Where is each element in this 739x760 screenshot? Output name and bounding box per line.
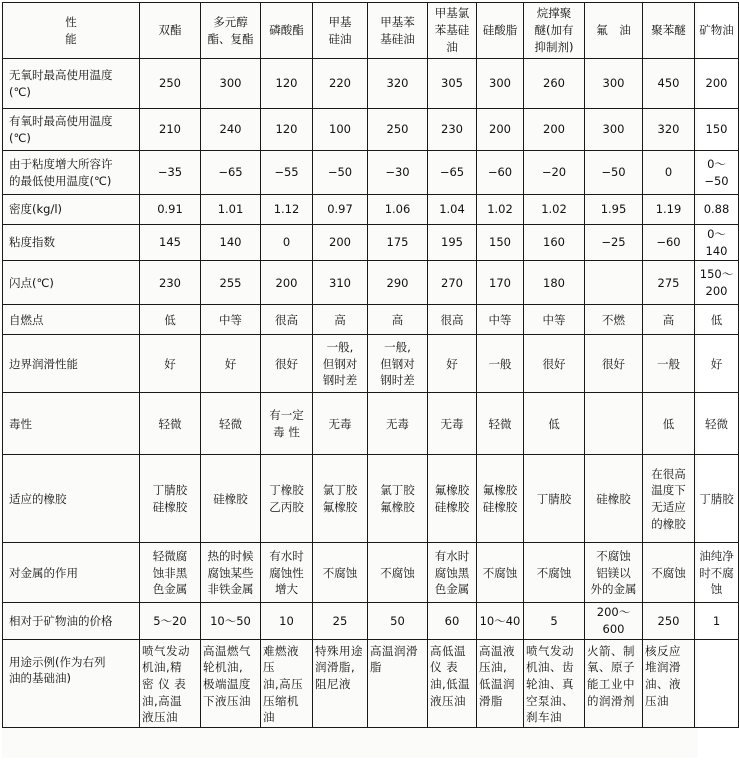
row-label: 边界润滑性能	[3, 335, 140, 393]
table-cell: 5	[524, 603, 585, 639]
row-label: 毒性	[3, 393, 140, 455]
table-cell: 175	[368, 225, 428, 261]
table-row-metal-effect	[3, 543, 739, 603]
table-cell: 不腐蚀	[524, 543, 585, 603]
row-label: 由于粘度增大所容许 的最低使用温度(℃)	[3, 151, 140, 195]
table-cell: 不腐蚀	[643, 543, 695, 603]
table-cell: −20	[524, 151, 585, 195]
table-cell: −60	[477, 151, 524, 195]
table-cell: 240	[201, 109, 261, 151]
lubricant-properties-table	[2, 2, 739, 728]
table-cell: 氯丁胶 氟橡胶	[313, 455, 368, 543]
header-silicate-ester: 硅酸脂	[477, 3, 524, 59]
table-row-density	[3, 195, 739, 225]
table-cell: 轻微	[695, 393, 739, 455]
table-cell	[695, 639, 739, 727]
header-fluoro-oil: 氟 油	[585, 3, 643, 59]
table-body	[3, 59, 739, 728]
table-cell: 特殊用途 润滑脂, 阻尼液	[313, 639, 368, 727]
table-cell: 290	[368, 261, 428, 305]
table-cell: 210	[140, 109, 201, 151]
table-cell: 10～40	[477, 603, 524, 639]
table-cell: 有水时 腐蚀性 增大	[261, 543, 313, 603]
table-cell: 255	[201, 261, 261, 305]
table-cell: 140	[201, 225, 261, 261]
header-phosphate-ester: 磷酸酯	[261, 3, 313, 59]
table-cell: 270	[428, 261, 477, 305]
table-cell: 氟橡胶 硅橡胶	[428, 455, 477, 543]
table-cell: 无毒	[313, 393, 368, 455]
table-cell: 300	[477, 59, 524, 109]
table-cell: 好	[695, 335, 739, 393]
header-property: 性 能	[3, 3, 140, 59]
row-label: 粘度指数	[3, 225, 140, 261]
table-cell: 50	[368, 603, 428, 639]
table-cell: 0	[643, 151, 695, 195]
table-cell: 100	[313, 109, 368, 151]
row-label: 闪点(℃)	[3, 261, 140, 305]
table-row-flash-point	[3, 261, 739, 305]
table-cell: 低	[695, 305, 739, 335]
table-cell: 200	[524, 109, 585, 151]
table-row-boundary-lubrication	[3, 335, 739, 393]
table-cell: 1.19	[643, 195, 695, 225]
table-cell: 0.97	[313, 195, 368, 225]
table-cell: 中等	[524, 305, 585, 335]
table-cell	[585, 393, 643, 455]
table-cell: 轻微	[477, 393, 524, 455]
table-cell: 有一定 毒 性	[261, 393, 313, 455]
table-cell: 230	[140, 261, 201, 305]
table-cell: 无毒	[368, 393, 428, 455]
table-cell: 很高	[428, 305, 477, 335]
table-cell: 0.88	[695, 195, 739, 225]
header-methyl-phenyl-silicone: 甲基苯 基硅油	[368, 3, 428, 59]
table-cell: 305	[428, 59, 477, 109]
table-cell: 120	[261, 59, 313, 109]
table-cell: 高温润滑 脂	[368, 639, 428, 727]
table-row-min-temp	[3, 151, 739, 195]
table-cell: 很好	[261, 335, 313, 393]
table-cell: −30	[368, 151, 428, 195]
table-cell: 170	[477, 261, 524, 305]
table-cell: 0.91	[140, 195, 201, 225]
table-cell: 低	[643, 393, 695, 455]
table-row-usage-examples	[3, 639, 739, 727]
table-page	[2, 2, 734, 758]
table-cell: 一般	[477, 335, 524, 393]
table-cell: 硅橡胶	[201, 455, 261, 543]
table-cell: 中等	[201, 305, 261, 335]
table-cell: −25	[585, 225, 643, 261]
row-label: 有氧时最高使用温度 (℃)	[3, 109, 140, 151]
table-cell: 核反应 堆润滑 油、液 压油	[643, 639, 695, 727]
table-cell: 不腐蚀 铝镁以 外的金属	[585, 543, 643, 603]
table-cell: 中等	[477, 305, 524, 335]
table-cell: 不腐蚀	[313, 543, 368, 603]
table-cell: 1.02	[524, 195, 585, 225]
table-cell: −50	[585, 151, 643, 195]
table-cell: 310	[313, 261, 368, 305]
table-cell: 150	[477, 225, 524, 261]
header-polyalkylene-ether: 烷撑聚 醚(加有 抑制剂)	[524, 3, 585, 59]
table-cell: 0	[261, 225, 313, 261]
row-label: 相对于矿物油的价格	[3, 603, 140, 639]
table-cell: 一般	[643, 335, 695, 393]
table-row-autoignition	[3, 305, 739, 335]
table-row-viscosity-index	[3, 225, 739, 261]
table-cell: 160	[524, 225, 585, 261]
table-cell: −60	[643, 225, 695, 261]
header-methyl-silicone: 甲基 硅油	[313, 3, 368, 59]
table-cell: 150～ 200	[695, 261, 739, 305]
table-cell: 丁腈胶	[695, 455, 739, 543]
table-cell: 很高	[261, 305, 313, 335]
table-cell: 氯丁胶 氟橡胶	[368, 455, 428, 543]
table-cell: 轻微	[201, 393, 261, 455]
table-cell: 热的时候 腐蚀某些 非铁金属	[201, 543, 261, 603]
header-diester: 双酯	[140, 3, 201, 59]
row-label: 密度(kg/l)	[3, 195, 140, 225]
table-cell: 火箭、制 氧、原子 能工业中 的润滑剂	[585, 639, 643, 727]
table-cell: 60	[428, 603, 477, 639]
table-cell: 260	[524, 59, 585, 109]
table-cell: 250	[643, 603, 695, 639]
table-cell: 硅橡胶	[585, 455, 643, 543]
table-cell: 195	[428, 225, 477, 261]
table-cell: 250	[140, 59, 201, 109]
header-row	[3, 3, 739, 59]
table-cell: −65	[428, 151, 477, 195]
header-chlorophenyl-silicone: 甲基氯 苯基硅油	[428, 3, 477, 59]
table-cell: 320	[368, 59, 428, 109]
table-cell: 高	[643, 305, 695, 335]
table-cell: 25	[313, 603, 368, 639]
table-cell: −55	[261, 151, 313, 195]
table-cell: 300	[585, 59, 643, 109]
table-cell: 高低温 仪 表 油,低温 液压油	[428, 639, 477, 727]
table-cell: 丁腈胶	[524, 455, 585, 543]
table-cell: 275	[643, 261, 695, 305]
table-cell: 0～140	[695, 225, 739, 261]
table-cell: 320	[643, 109, 695, 151]
table-cell: 230	[428, 109, 477, 151]
header-polyol-ester: 多元醇 酯、复酯	[201, 3, 261, 59]
table-cell: 300	[585, 109, 643, 151]
table-cell: 300	[201, 59, 261, 109]
table-cell: 高温燃气 轮机油, 极端温度 下液压油	[201, 639, 261, 727]
table-cell: 250	[368, 109, 428, 151]
table-cell: 1.12	[261, 195, 313, 225]
table-cell: 150	[695, 109, 739, 151]
table-cell: 很好	[585, 335, 643, 393]
table-cell: 120	[261, 109, 313, 151]
table-cell: 喷气发动 机油,精 密 仪 表 油,高温 液压油	[140, 639, 201, 727]
table-cell: 220	[313, 59, 368, 109]
table-cell: 1.04	[428, 195, 477, 225]
row-label: 对金属的作用	[3, 543, 140, 603]
table-cell: −35	[140, 151, 201, 195]
table-row-toxicity	[3, 393, 739, 455]
table-cell: 1.02	[477, 195, 524, 225]
table-cell	[585, 261, 643, 305]
table-cell: 丁橡胶 乙丙胶	[261, 455, 313, 543]
table-cell: 450	[643, 59, 695, 109]
table-cell: 200	[313, 225, 368, 261]
table-cell: 一般, 但钢对 钢时差	[368, 335, 428, 393]
table-cell: 5～20	[140, 603, 201, 639]
row-label: 适应的橡胶	[3, 455, 140, 543]
table-cell: 145	[140, 225, 201, 261]
table-cell: 不燃	[585, 305, 643, 335]
table-cell: 轻微	[140, 393, 201, 455]
table-cell: 不腐蚀	[477, 543, 524, 603]
table-cell: 200	[261, 261, 313, 305]
table-cell: 1.01	[201, 195, 261, 225]
table-cell: 1.06	[368, 195, 428, 225]
table-cell: 难燃液压 油,高压 压缩机油	[261, 639, 313, 727]
table-cell: 低	[524, 393, 585, 455]
table-cell: 200	[477, 109, 524, 151]
table-cell: 好	[201, 335, 261, 393]
table-cell: 高温液 压油, 低温润 滑脂	[477, 639, 524, 727]
row-label: 自燃点	[3, 305, 140, 335]
table-cell: 喷气发动 机油、齿 轮油、真 空泵油、 刹车油	[524, 639, 585, 727]
table-cell: 10	[261, 603, 313, 639]
table-cell: 200～600	[585, 603, 643, 639]
table-cell: 无毒	[428, 393, 477, 455]
table-row-max-temp-no-oxygen	[3, 59, 739, 109]
table-row-relative-price	[3, 603, 739, 639]
table-cell: 好	[140, 335, 201, 393]
table-cell: 低	[140, 305, 201, 335]
table-cell: 10～50	[201, 603, 261, 639]
table-cell: 200	[695, 59, 739, 109]
table-cell: −50	[313, 151, 368, 195]
table-cell: −65	[201, 151, 261, 195]
table-cell: 1.95	[585, 195, 643, 225]
table-cell: 丁腈胶 硅橡胶	[140, 455, 201, 543]
table-cell: 0～ −50	[695, 151, 739, 195]
header-mineral-oil: 矿物油	[695, 3, 739, 59]
row-label: 用途示例(作为右列 油的基础油)	[3, 639, 140, 727]
header-polyphenyl-ether: 聚苯醚	[643, 3, 695, 59]
table-cell: 好	[428, 335, 477, 393]
table-cell: 油纯净 时不腐 蚀	[695, 543, 739, 603]
row-label: 无氧时最高使用温度 (℃)	[3, 59, 140, 109]
table-cell: 一般, 但钢对 钢时差	[313, 335, 368, 393]
table-row-max-temp-with-oxygen	[3, 109, 739, 151]
table-cell: 180	[524, 261, 585, 305]
table-cell: 有水时 腐蚀黑 色金属	[428, 543, 477, 603]
table-row-compatible-rubber	[3, 455, 739, 543]
table-cell: 很好	[524, 335, 585, 393]
table-cell: 在很高 温度下 无适应 的橡胶	[643, 455, 695, 543]
table-cell: 1	[695, 603, 739, 639]
table-cell: 高	[368, 305, 428, 335]
table-cell: 高	[313, 305, 368, 335]
table-cell: 轻微腐 蚀非黑 色金属	[140, 543, 201, 603]
table-cell: 不腐蚀	[368, 543, 428, 603]
table-cell: 氟橡胶 硅橡胶	[477, 455, 524, 543]
